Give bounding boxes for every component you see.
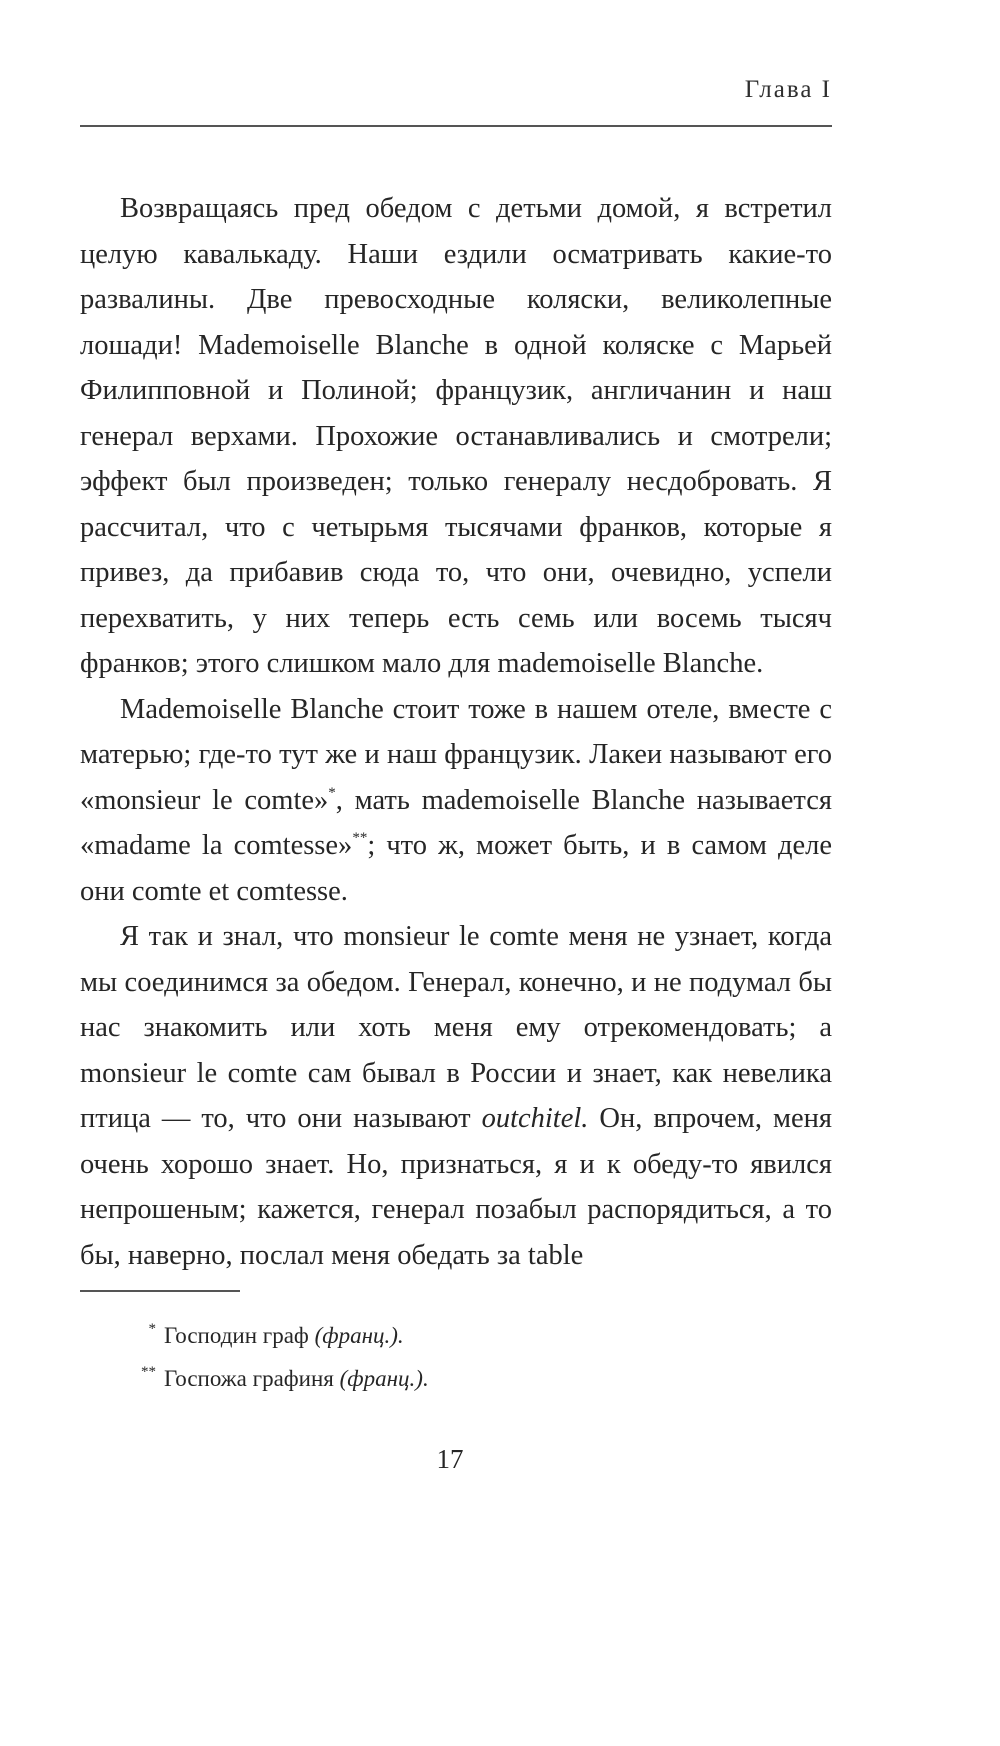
footnote-2-note: (франц.). bbox=[339, 1366, 429, 1391]
paragraph-3 bbox=[80, 914, 832, 1278]
page-number: 17 bbox=[436, 1444, 464, 1474]
footnote-2-text: Госпожа графиня bbox=[164, 1366, 334, 1391]
paragraph-1: Возвращаясь пред обедом с детьми домой, я встретил целую кавалькаду. Наши ездили осматривать какие-то развалины. Две превосходные коляски, великолепные лошади! Mademoiselle Blanche в одной коляске с Марьей Филипповной и Полиной; французик, англичанин и наш генерал верхами. Прохожие останавливались и смотрели; эффект был произведен; только генералу несдобровать. Я рассчитал, что с четырьмя тысячами франков, которые я привез, да прибавив сюда то, что они, очевидно, успели перехватить, у них теперь есть семь или восемь тысяч франков; этого слишком мало для mademoiselle Blanche. bbox=[80, 193, 832, 679]
paragraph-3-italic: outchitel. bbox=[481, 1103, 589, 1134]
running-title: Глава I bbox=[744, 76, 832, 103]
paragraph-3-part-a: Я так и знал, что monsieur le comte меня не узнает, когда мы соединимся за обедом. Генерал, конечно, и не подумал бы нас знакомить или хоть меня ему отрекомендовать; а monsieur le comte сам бывал в России и знает, как невелика птица — то, что они называют bbox=[80, 921, 832, 1134]
paragraph-2-part-a: Mademoiselle Blanche стоит тоже в нашем отеле, вместе с матерью; где-то тут же и наш французик. Лакеи называют его «monsieur le comte» bbox=[80, 693, 832, 816]
footnotes bbox=[118, 1316, 818, 1402]
footnote-ref-2: ** bbox=[352, 830, 368, 846]
header-rule bbox=[80, 125, 832, 127]
footnote-2-mark: ** bbox=[141, 1364, 156, 1380]
footnote-1-mark: * bbox=[148, 1321, 156, 1337]
paragraph-2 bbox=[80, 687, 832, 915]
footnote-1-note: (франц.). bbox=[314, 1323, 404, 1348]
footnote-ref-1: * bbox=[328, 784, 336, 801]
footnote-2 bbox=[118, 1359, 818, 1402]
paragraph-2-part-b: , мать mademoiselle Blanche называется «madame la comtesse» bbox=[80, 784, 832, 861]
paragraph-2-part-c: ; что ж, может быть, и в самом деле они comte et comtesse. bbox=[80, 830, 832, 907]
body-text bbox=[80, 186, 832, 1278]
footnote-1 bbox=[118, 1316, 818, 1359]
footnote-rule bbox=[80, 1290, 240, 1292]
paragraph-3-part-b: Он, впрочем, меня очень хорошо знает. Но, признаться, я и к обеду-то явился непрошеным; кажется, генерал позабыл распорядиться, а то бы, наверно, послал меня обедать за table bbox=[80, 1103, 832, 1271]
footnote-1-text: Господин граф bbox=[164, 1323, 309, 1348]
